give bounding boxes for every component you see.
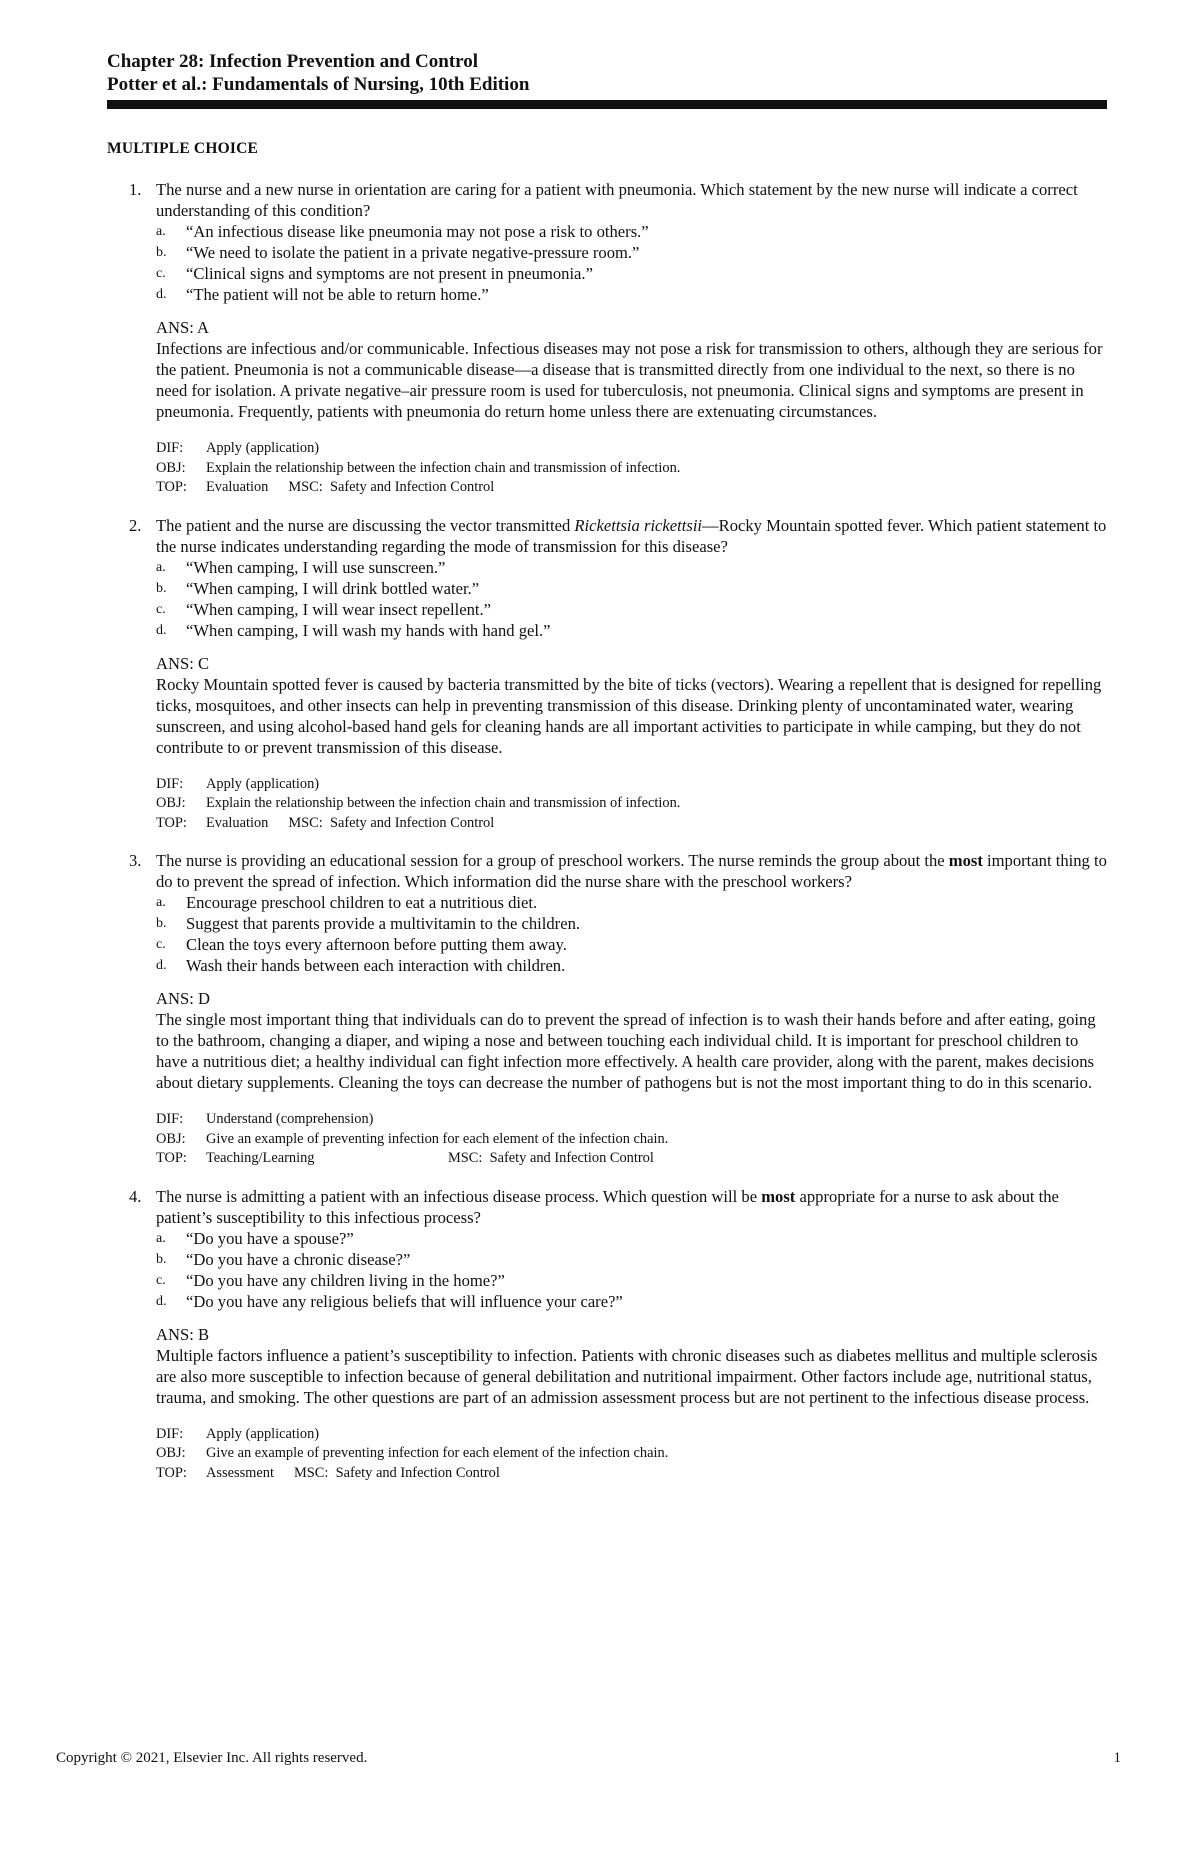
question-metadata: DIF: Apply (application) OBJ: Explain the relationship between the infection chain and transmission of infection. TOP: Evaluation MSC: Safety and Infection Control xyxy=(156,440,681,495)
difficulty: Apply (application) xyxy=(206,775,320,792)
topic: Teaching/Learning xyxy=(206,1150,315,1166)
question-1 xyxy=(107,179,1107,498)
objective: Explain the relationship between the infection chain and transmission of infection. xyxy=(206,459,681,476)
question-2 xyxy=(107,515,1107,834)
question-number: 4. xyxy=(129,1186,142,1206)
question-4 xyxy=(107,1186,1107,1484)
question-number: 1. xyxy=(129,180,142,199)
answer-key: ANS: D xyxy=(156,989,210,1008)
msc: Safety and Infection Control xyxy=(329,479,495,495)
option-c: c. “Clinical signs and symptoms are not present in pneumonia.” xyxy=(156,264,593,283)
option-a: a. Encourage preschool children to eat a nutritious diet. xyxy=(156,893,538,912)
option-b: b. “Do you have a chronic disease?” xyxy=(156,1249,411,1269)
answer-key: ANS: C xyxy=(156,653,210,673)
msc: Safety and Infection Control xyxy=(329,814,495,831)
option-b: b. “When camping, I will drink bottled water.” xyxy=(156,578,480,598)
book-title: Potter et al.: Fundamentals of Nursing, 10th Edition xyxy=(107,74,530,95)
option-a: a. “Do you have a spouse?” xyxy=(156,1228,354,1248)
option-a: a. “An infectious disease like pneumonia may not pose a risk to others.” xyxy=(156,222,649,241)
question-number: 3. xyxy=(129,851,142,870)
option-c: c. “When camping, I will wear insect repellent.” xyxy=(156,599,492,619)
option-c: c. “Do you have any children living in the home?” xyxy=(156,1270,505,1290)
option-d: d. Wash their hands between each interaction with children. xyxy=(156,956,566,975)
rationale: Rocky Mountain spotted fever is caused by bacteria transmitted by the bite of ticks (vectors). Wearing a repellent that is designed for repelling ticks, mosquitoes, and other insects can help in preventing transmission of this disease. Drinking plenty of uncontaminated water, wearing sunscreen, and using alcohol-based hand gels for cleaning hands are all important activities to participate in while camping, but they do not contribute to or prevent transmission of this disease. xyxy=(156,674,1102,757)
copyright-notice: Copyright © 2021, Elsevier Inc. All rights reserved. xyxy=(56,1750,368,1766)
question-list xyxy=(107,179,1107,1500)
topic: Evaluation xyxy=(206,814,269,831)
topic: Assessment xyxy=(206,1464,274,1481)
page-number: 1 xyxy=(1113,1750,1121,1766)
section-title: MULTIPLE CHOICE xyxy=(107,140,258,157)
objective: Give an example of preventing infection for each element of the infection chain. xyxy=(206,1130,669,1147)
difficulty: Apply (application) xyxy=(206,1425,320,1442)
rationale: Multiple factors influence a patient’s susceptibility to infection. Patients with chronic diseases such as diabetes mellitus and multiple sclerosis are also more susceptible to infection because of general debilitation and nutritional impairment. Other factors include age, nutritional status, trauma, and smoking. The other questions are part of an admission assessment process but are not pertinent to the infectious disease process. xyxy=(156,1345,1098,1407)
question-stem: The nurse is admitting a patient with an infectious disease process. Which question will be most appropriate for a nurse to ask about the patient’s susceptibility to this infectious process? xyxy=(156,1186,1059,1227)
rationale: The single most important thing that individuals can do to prevent the spread of infection is to wash their hands before and after eating, going to the bathroom, changing a diaper, and wiping a nose and between touching each individual child. It is important for preschool children to have a nutritious diet; a healthy individual can fight infection more effectively. A health care provider, along with the parent, makes decisions about dietary supplements. Cleaning the toys can decrease the number of pathogens but is not the most important thing to do in this scenario. xyxy=(156,1010,1096,1092)
page-footer xyxy=(56,1750,1121,1767)
msc: Safety and Infection Control xyxy=(489,1150,654,1166)
option-d: d. “Do you have any religious beliefs that will influence your care?” xyxy=(156,1291,623,1311)
difficulty: Apply (application) xyxy=(206,440,320,456)
question-stem: The nurse is providing an educational session for a group of preschool workers. The nurse reminds the group about the most important thing to do to prevent the spread of infection. Which information did the nurse share with the preschool workers? xyxy=(156,851,1107,891)
question-stem: The patient and the nurse are discussing the vector transmitted Rickettsia rickettsii—Rocky Mountain spotted fever. Which patient statement to the nurse indicates understanding regarding the mode of transmission for this disease? xyxy=(156,515,1107,556)
option-b: b. “We need to isolate the patient in a private negative-pressure room.” xyxy=(156,243,640,262)
answer-key: ANS: B xyxy=(156,1324,210,1344)
rationale: Infections are infectious and/or communicable. Infectious diseases may not pose a risk for transmission to others, although they are serious for the patient. Pneumonia is not a communicable disease—a disease that is transmitted directly from one individual to the next, so there is no need for isolation. A private negative–air pressure room is used for tuberculosis, not pneumonia. Clinical signs and symptoms are present in pneumonia. Frequently, patients with pneumonia do return home unless there are extenuating circumstances. xyxy=(156,339,1103,421)
page-header xyxy=(107,50,1107,96)
question-3 xyxy=(107,850,1107,1169)
question-stem: The nurse and a new nurse in orientation are caring for a patient with pneumonia. Which statement by the new nurse will indicate a correct understanding of this condition? xyxy=(156,180,1078,220)
difficulty: Understand (comprehension) xyxy=(206,1111,374,1127)
option-c: c. Clean the toys every afternoon before putting them away. xyxy=(156,935,567,954)
question-number: 2. xyxy=(129,515,142,535)
question-metadata: DIF: Apply (application) OBJ: Explain the relationship between the infection chain and transmission of infection. TOP: Evaluation MSC: Safety and Infection Control xyxy=(156,775,681,831)
answer-key: ANS: A xyxy=(156,318,210,337)
topic: Evaluation xyxy=(206,479,269,495)
question-metadata: DIF: Understand (comprehension) OBJ: Give an example of preventing infection for each element of the infection chain. TOP: Teaching/Learning MSC: Safety and Infection Control xyxy=(156,1110,1107,1169)
option-b: b. Suggest that parents provide a multivitamin to the children. xyxy=(156,914,581,933)
msc: Safety and Infection Control xyxy=(335,1464,500,1481)
option-a: a. “When camping, I will use sunscreen.” xyxy=(156,557,446,577)
option-d: d. “The patient will not be able to return home.” xyxy=(156,285,489,304)
chapter-title: Chapter 28: Infection Prevention and Control xyxy=(107,51,479,72)
objective: Give an example of preventing infection for each element of the infection chain. xyxy=(206,1445,669,1461)
objective: Explain the relationship between the infection chain and transmission of infection. xyxy=(206,795,681,811)
question-metadata: DIF: Apply (application) OBJ: Give an example of preventing infection for each element of the infection chain. TOP: Assessment MSC: Safety and Infection Control xyxy=(156,1425,669,1481)
header-rule xyxy=(107,100,1107,109)
option-d: d. “When camping, I will wash my hands with hand gel.” xyxy=(156,620,551,640)
